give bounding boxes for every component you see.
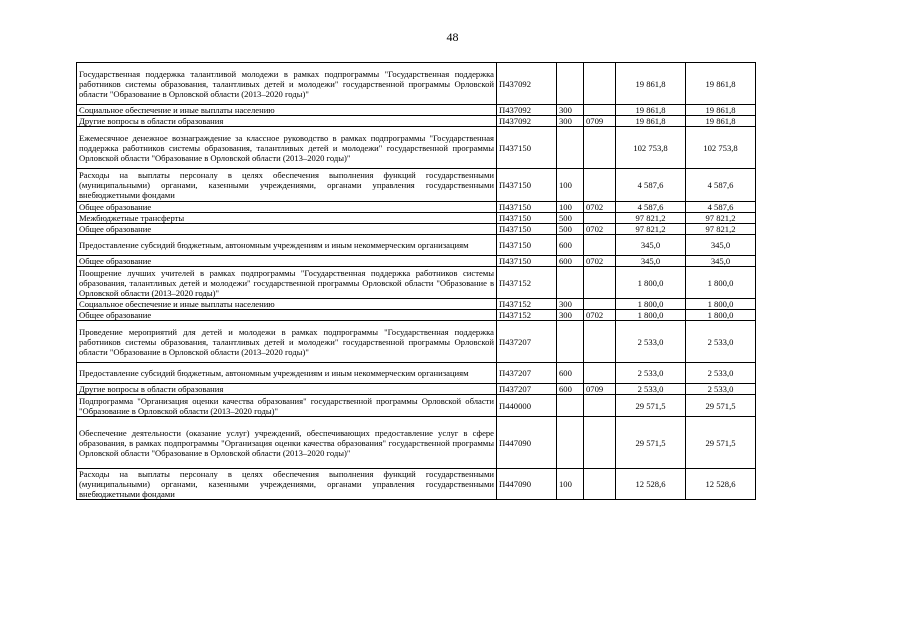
page-number: 48 <box>446 30 459 44</box>
row-section-code <box>584 395 616 417</box>
row-target-code: П437150 <box>497 256 557 267</box>
row-amount-1: 1 800,0 <box>616 267 686 299</box>
table-row <box>77 116 756 127</box>
budget-table-body <box>77 63 756 500</box>
row-section-code: 0709 <box>584 116 616 127</box>
row-amount-1: 29 571,5 <box>616 417 686 469</box>
row-section-code: 0702 <box>584 310 616 321</box>
row-section-code <box>584 213 616 224</box>
table-row <box>77 417 756 469</box>
row-target-code: П447090 <box>497 417 557 469</box>
row-name: Обеспечение деятельности (оказание услуг) учреждений, обеспечивающих предоставление услуг в сфере образования, в рамках подпрограммы "Организация оценки качества образования" государственной программы Орловской области "Образование в Орловской области (2013–2020 годы)" <box>77 417 497 469</box>
table-row <box>77 321 756 363</box>
row-expense-type: 300 <box>557 105 584 116</box>
table-row <box>77 213 756 224</box>
row-amount-2: 2 533,0 <box>686 384 756 395</box>
row-amount-1: 345,0 <box>616 235 686 256</box>
row-name: Общее образование <box>77 202 497 213</box>
table-row <box>77 299 756 310</box>
row-name: Предоставление субсидий бюджетным, автономным учреждениям и иным некоммерческим организациям <box>77 363 497 384</box>
row-amount-1: 4 587,6 <box>616 202 686 213</box>
row-expense-type: 300 <box>557 310 584 321</box>
row-name: Ежемесячное денежное вознаграждение за классное руководство в рамках подпрограммы "Государственная поддержка работников системы образования, талантливых детей и молодежи" государственной программы Орловской области "Образование в Орловской области (2013–2020 годы)" <box>77 127 497 169</box>
row-name: Подпрограмма "Организация оценки качества образования" государственной программы Орловской области "Образование в Орловской области (2013–2020 годы)" <box>77 395 497 417</box>
row-expense-type <box>557 395 584 417</box>
table-row <box>77 363 756 384</box>
row-target-code: П437150 <box>497 213 557 224</box>
row-name: Государственная поддержка талантливой молодежи в рамках подпрограммы "Государственная поддержка работников системы образования, талантливых детей и молодежи" государственной программы Орловской области "Образование в Орловской области (2013–2020 годы)" <box>77 63 497 105</box>
row-amount-2: 29 571,5 <box>686 417 756 469</box>
row-amount-1: 2 533,0 <box>616 384 686 395</box>
row-amount-1: 19 861,8 <box>616 105 686 116</box>
row-target-code: П437092 <box>497 63 557 105</box>
table-row <box>77 63 756 105</box>
row-expense-type: 600 <box>557 384 584 395</box>
row-target-code: П437152 <box>497 267 557 299</box>
row-amount-1: 4 587,6 <box>616 169 686 202</box>
row-expense-type: 600 <box>557 363 584 384</box>
row-amount-1: 2 533,0 <box>616 321 686 363</box>
row-amount-2: 2 533,0 <box>686 363 756 384</box>
row-name: Общее образование <box>77 224 497 235</box>
table-row <box>77 202 756 213</box>
row-name: Другие вопросы в области образования <box>77 116 497 127</box>
row-name: Расходы на выплаты персоналу в целях обеспечения выполнения функций государственными (муниципальными) органами, казенными учреждениями, органами управления государственными внебюджетными фондами <box>77 469 497 500</box>
row-expense-type <box>557 321 584 363</box>
row-expense-type: 300 <box>557 299 584 310</box>
row-expense-type: 500 <box>557 224 584 235</box>
row-section-code: 0702 <box>584 256 616 267</box>
row-expense-type <box>557 417 584 469</box>
table-row <box>77 235 756 256</box>
row-amount-2: 19 861,8 <box>686 105 756 116</box>
row-amount-1: 29 571,5 <box>616 395 686 417</box>
row-target-code: П437152 <box>497 310 557 321</box>
row-amount-2: 4 587,6 <box>686 169 756 202</box>
row-target-code: П437150 <box>497 202 557 213</box>
row-amount-2: 97 821,2 <box>686 213 756 224</box>
row-amount-1: 1 800,0 <box>616 310 686 321</box>
row-target-code: П440000 <box>497 395 557 417</box>
row-amount-2: 1 800,0 <box>686 310 756 321</box>
row-name: Социальное обеспечение и иные выплаты населению <box>77 105 497 116</box>
row-target-code: П437207 <box>497 363 557 384</box>
table-row <box>77 384 756 395</box>
row-amount-2: 97 821,2 <box>686 224 756 235</box>
row-expense-type: 100 <box>557 169 584 202</box>
row-section-code <box>584 105 616 116</box>
table-row <box>77 267 756 299</box>
row-amount-2: 4 587,6 <box>686 202 756 213</box>
row-amount-1: 345,0 <box>616 256 686 267</box>
row-target-code: П437207 <box>497 321 557 363</box>
row-name: Общее образование <box>77 256 497 267</box>
row-name: Другие вопросы в области образования <box>77 384 497 395</box>
budget-table <box>76 62 756 500</box>
row-amount-1: 12 528,6 <box>616 469 686 500</box>
row-target-code: П437150 <box>497 224 557 235</box>
row-section-code <box>584 267 616 299</box>
row-target-code: П437152 <box>497 299 557 310</box>
row-section-code <box>584 235 616 256</box>
row-section-code: 0702 <box>584 202 616 213</box>
table-row <box>77 105 756 116</box>
row-name: Поощрение лучших учителей в рамках подпрограммы "Государственная поддержка работников системы образования, талантливых детей и молодежи" государственной программы Орловской области "Образование в Орловской области (2013–2020 годы)" <box>77 267 497 299</box>
row-amount-1: 19 861,8 <box>616 116 686 127</box>
row-name: Социальное обеспечение и иные выплаты населению <box>77 299 497 310</box>
row-expense-type: 500 <box>557 213 584 224</box>
table-row <box>77 395 756 417</box>
table-row <box>77 469 756 500</box>
row-expense-type <box>557 127 584 169</box>
row-target-code: П437150 <box>497 169 557 202</box>
row-section-code: 0702 <box>584 224 616 235</box>
row-amount-1: 2 533,0 <box>616 363 686 384</box>
table-row <box>77 169 756 202</box>
row-expense-type: 600 <box>557 256 584 267</box>
row-name: Межбюджетные трансферты <box>77 213 497 224</box>
row-expense-type <box>557 267 584 299</box>
row-amount-2: 345,0 <box>686 235 756 256</box>
row-amount-1: 19 861,8 <box>616 63 686 105</box>
row-name: Общее образование <box>77 310 497 321</box>
row-amount-2: 19 861,8 <box>686 63 756 105</box>
row-amount-2: 12 528,6 <box>686 469 756 500</box>
row-amount-2: 19 861,8 <box>686 116 756 127</box>
row-target-code: П437150 <box>497 127 557 169</box>
row-expense-type <box>557 63 584 105</box>
row-expense-type: 300 <box>557 116 584 127</box>
row-name: Предоставление субсидий бюджетным, автономным учреждениям и иным некоммерческим организациям <box>77 235 497 256</box>
row-section-code <box>584 469 616 500</box>
row-name: Проведение мероприятий для детей и молодежи в рамках подпрограммы "Государственная поддержка работников системы образования, талантливых детей и молодежи" государственной программы Орловской области "Образование в Орловской области (2013–2020 годы)" <box>77 321 497 363</box>
table-row <box>77 224 756 235</box>
table-row <box>77 127 756 169</box>
row-amount-2: 1 800,0 <box>686 299 756 310</box>
row-section-code <box>584 169 616 202</box>
row-section-code <box>584 127 616 169</box>
row-amount-2: 1 800,0 <box>686 267 756 299</box>
row-amount-1: 102 753,8 <box>616 127 686 169</box>
row-amount-1: 97 821,2 <box>616 224 686 235</box>
row-target-code: П437207 <box>497 384 557 395</box>
table-row <box>77 310 756 321</box>
row-target-code: П437092 <box>497 105 557 116</box>
row-target-code: П437092 <box>497 116 557 127</box>
row-section-code <box>584 63 616 105</box>
row-section-code <box>584 363 616 384</box>
row-target-code: П437150 <box>497 235 557 256</box>
row-expense-type: 600 <box>557 235 584 256</box>
row-target-code: П447090 <box>497 469 557 500</box>
row-amount-2: 345,0 <box>686 256 756 267</box>
row-section-code <box>584 417 616 469</box>
row-amount-1: 1 800,0 <box>616 299 686 310</box>
row-expense-type: 100 <box>557 202 584 213</box>
row-amount-1: 97 821,2 <box>616 213 686 224</box>
row-amount-2: 2 533,0 <box>686 321 756 363</box>
row-amount-2: 102 753,8 <box>686 127 756 169</box>
table-row <box>77 256 756 267</box>
row-section-code <box>584 299 616 310</box>
row-name: Расходы на выплаты персоналу в целях обеспечения выполнения функций государственными (муниципальными) органами, казенными учреждениями, органами управления государственными внебюджетными фондами <box>77 169 497 202</box>
row-amount-2: 29 571,5 <box>686 395 756 417</box>
row-expense-type: 100 <box>557 469 584 500</box>
row-section-code <box>584 321 616 363</box>
row-section-code: 0709 <box>584 384 616 395</box>
